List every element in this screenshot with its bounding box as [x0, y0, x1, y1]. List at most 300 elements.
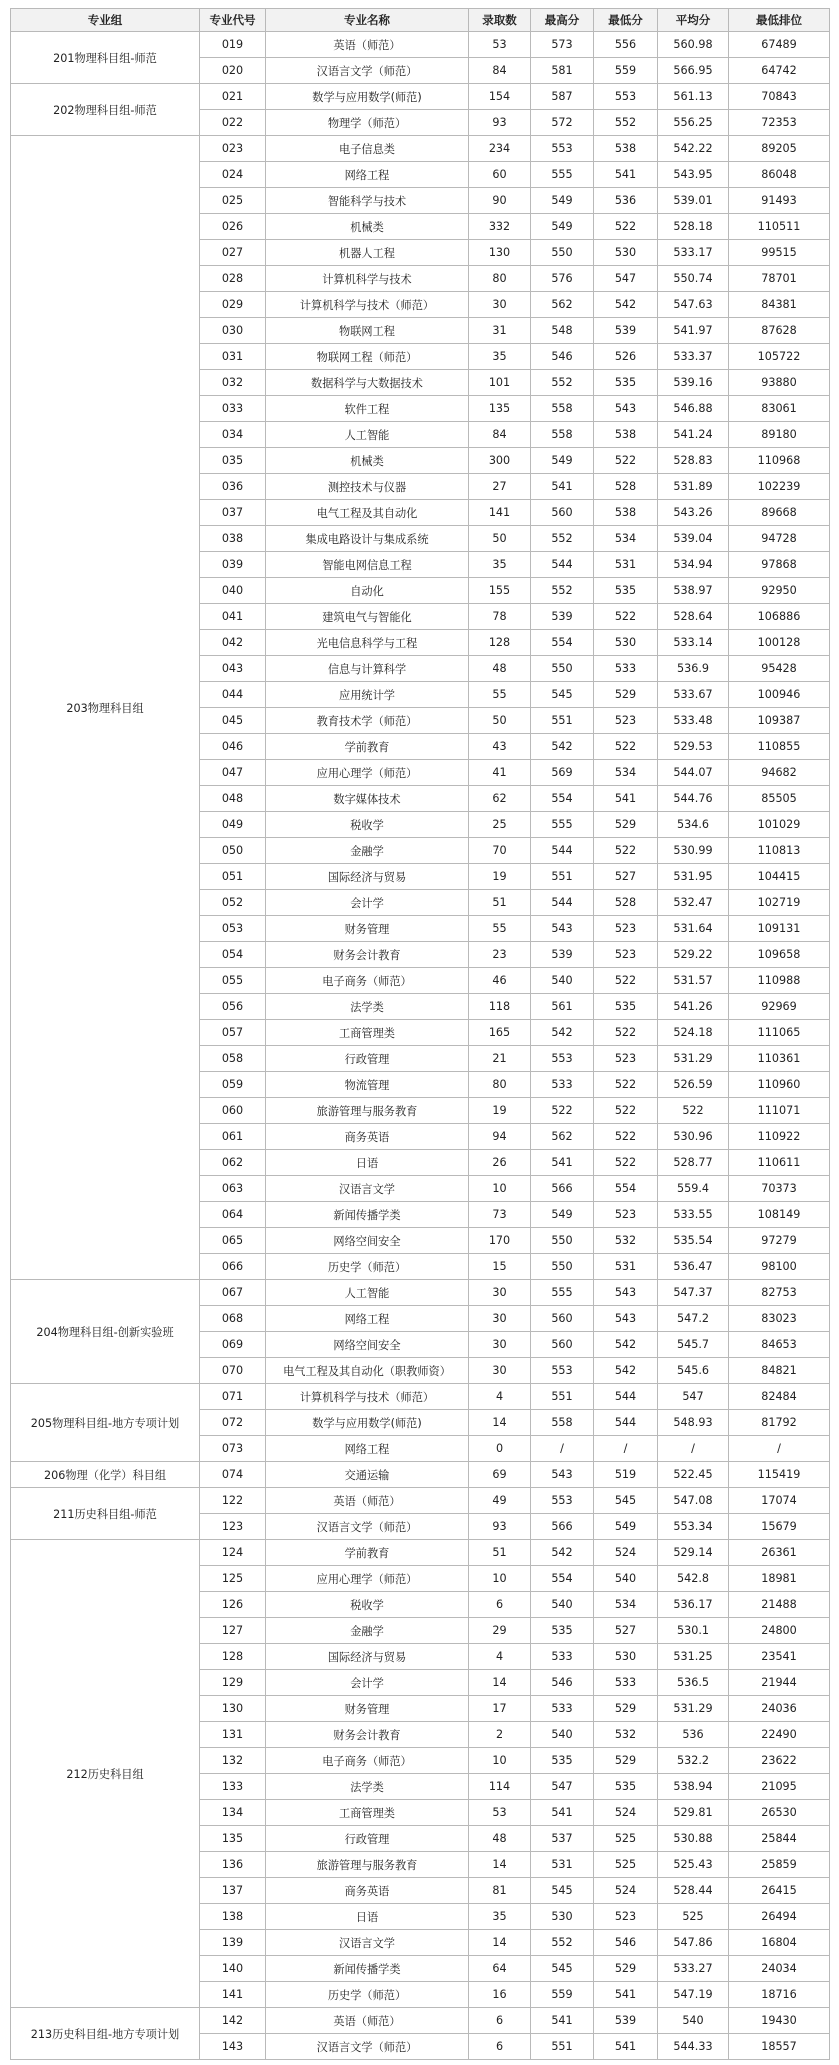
avg-score-cell: 530.99 [658, 838, 729, 864]
major-code-cell: 056 [200, 994, 266, 1020]
avg-score-cell: 531.89 [658, 474, 729, 500]
min-score-cell: 533 [594, 1670, 658, 1696]
min-rank-cell: 89180 [729, 422, 830, 448]
admitted-count-cell: 51 [469, 1540, 531, 1566]
admitted-count-cell: 165 [469, 1020, 531, 1046]
avg-score-cell: 543.26 [658, 500, 729, 526]
avg-score-cell: 559.4 [658, 1176, 729, 1202]
major-code-cell: 127 [200, 1618, 266, 1644]
group-name-cell: 206物理（化学）科目组 [11, 1462, 200, 1488]
major-name-cell: 光电信息科学与工程 [266, 630, 469, 656]
major-code-cell: 029 [200, 292, 266, 318]
admitted-count-cell: 4 [469, 1644, 531, 1670]
major-name-cell: 应用统计学 [266, 682, 469, 708]
min-rank-cell: 26494 [729, 1904, 830, 1930]
max-score-cell: 533 [531, 1696, 594, 1722]
max-score-cell: 550 [531, 656, 594, 682]
avg-score-cell: 547.08 [658, 1488, 729, 1514]
avg-score-cell: 531.64 [658, 916, 729, 942]
min-score-cell: 529 [594, 1956, 658, 1982]
max-score-cell: 559 [531, 1982, 594, 2008]
avg-score-cell: 531.57 [658, 968, 729, 994]
table-body [11, 32, 830, 2060]
major-code-cell: 027 [200, 240, 266, 266]
major-name-cell: 物联网工程（师范） [266, 344, 469, 370]
avg-score-cell: 553.34 [658, 1514, 729, 1540]
min-score-cell: 523 [594, 916, 658, 942]
avg-score-cell: 550.74 [658, 266, 729, 292]
table-row [11, 1540, 830, 1566]
min-score-cell: 522 [594, 1150, 658, 1176]
max-score-cell: 545 [531, 1878, 594, 1904]
major-code-cell: 058 [200, 1046, 266, 1072]
max-score-cell: 540 [531, 968, 594, 994]
admitted-count-cell: 14 [469, 1670, 531, 1696]
avg-score-cell: 542.8 [658, 1566, 729, 1592]
major-code-cell: 043 [200, 656, 266, 682]
min-rank-cell: 94682 [729, 760, 830, 786]
max-score-cell: 553 [531, 136, 594, 162]
min-score-cell: 527 [594, 864, 658, 890]
max-score-cell: 549 [531, 214, 594, 240]
max-score-cell: 545 [531, 682, 594, 708]
admitted-count-cell: 118 [469, 994, 531, 1020]
major-name-cell: 网络空间安全 [266, 1332, 469, 1358]
header-avg-score: 平均分 [658, 9, 729, 32]
major-code-cell: 031 [200, 344, 266, 370]
min-rank-cell: 87628 [729, 318, 830, 344]
major-name-cell: 会计学 [266, 1670, 469, 1696]
avg-score-cell: 544.33 [658, 2034, 729, 2060]
major-code-cell: 129 [200, 1670, 266, 1696]
admitted-count-cell: 6 [469, 2008, 531, 2034]
major-code-cell: 054 [200, 942, 266, 968]
min-score-cell: 531 [594, 1254, 658, 1280]
avg-score-cell: 547.2 [658, 1306, 729, 1332]
min-rank-cell: 70843 [729, 84, 830, 110]
avg-score-cell: 545.6 [658, 1358, 729, 1384]
min-score-cell: 523 [594, 1046, 658, 1072]
group-name-cell: 203物理科目组 [11, 136, 200, 1280]
max-score-cell: 535 [531, 1748, 594, 1774]
min-score-cell: 534 [594, 1592, 658, 1618]
major-code-cell: 123 [200, 1514, 266, 1540]
major-code-cell: 074 [200, 1462, 266, 1488]
min-score-cell: 519 [594, 1462, 658, 1488]
min-rank-cell: 25844 [729, 1826, 830, 1852]
avg-score-cell: 533.17 [658, 240, 729, 266]
admitted-count-cell: 14 [469, 1930, 531, 1956]
admitted-count-cell: 4 [469, 1384, 531, 1410]
max-score-cell: 551 [531, 864, 594, 890]
avg-score-cell: 529.81 [658, 1800, 729, 1826]
admitted-count-cell: 55 [469, 682, 531, 708]
min-score-cell: 535 [594, 578, 658, 604]
major-code-cell: 047 [200, 760, 266, 786]
admitted-count-cell: 10 [469, 1748, 531, 1774]
major-name-cell: 新闻传播学类 [266, 1202, 469, 1228]
min-score-cell: 529 [594, 1696, 658, 1722]
major-name-cell: 电气工程及其自动化（职教师资） [266, 1358, 469, 1384]
min-rank-cell: 72353 [729, 110, 830, 136]
major-code-cell: 021 [200, 84, 266, 110]
min-rank-cell: 83061 [729, 396, 830, 422]
min-rank-cell: 18557 [729, 2034, 830, 2060]
major-name-cell: 学前教育 [266, 1540, 469, 1566]
min-score-cell: 541 [594, 162, 658, 188]
min-score-cell: 535 [594, 994, 658, 1020]
table-row [11, 1488, 830, 1514]
min-rank-cell: 19430 [729, 2008, 830, 2034]
avg-score-cell: 556.25 [658, 110, 729, 136]
major-code-cell: 049 [200, 812, 266, 838]
min-score-cell: 542 [594, 292, 658, 318]
major-name-cell: 财务管理 [266, 1696, 469, 1722]
major-name-cell: 数学与应用数学(师范) [266, 1410, 469, 1436]
min-score-cell: 522 [594, 734, 658, 760]
avg-score-cell: 533.14 [658, 630, 729, 656]
admitted-count-cell: 21 [469, 1046, 531, 1072]
max-score-cell: 550 [531, 1228, 594, 1254]
avg-score-cell: 541.97 [658, 318, 729, 344]
min-score-cell: 538 [594, 500, 658, 526]
major-name-cell: 数字媒体技术 [266, 786, 469, 812]
min-rank-cell: 16804 [729, 1930, 830, 1956]
min-rank-cell: 110511 [729, 214, 830, 240]
avg-score-cell: 532.2 [658, 1748, 729, 1774]
major-name-cell: 金融学 [266, 838, 469, 864]
max-score-cell: 547 [531, 1774, 594, 1800]
min-rank-cell: 110960 [729, 1072, 830, 1098]
min-score-cell: 547 [594, 266, 658, 292]
min-score-cell: 524 [594, 1800, 658, 1826]
major-code-cell: 131 [200, 1722, 266, 1748]
group-name-cell: 211历史科目组-师范 [11, 1488, 200, 1540]
min-rank-cell: 78701 [729, 266, 830, 292]
header-code: 专业代号 [200, 9, 266, 32]
admitted-count-cell: 0 [469, 1436, 531, 1462]
major-code-cell: 037 [200, 500, 266, 526]
min-score-cell: 538 [594, 136, 658, 162]
min-rank-cell: 94728 [729, 526, 830, 552]
avg-score-cell: 543.95 [658, 162, 729, 188]
major-name-cell: 计算机科学与技术（师范） [266, 292, 469, 318]
admitted-count-cell: 14 [469, 1852, 531, 1878]
major-code-cell: 061 [200, 1124, 266, 1150]
major-name-cell: 网络工程 [266, 1436, 469, 1462]
major-name-cell: 数学与应用数学(师范) [266, 84, 469, 110]
min-score-cell: 522 [594, 214, 658, 240]
min-rank-cell: 98100 [729, 1254, 830, 1280]
max-score-cell: 540 [531, 1722, 594, 1748]
major-code-cell: 135 [200, 1826, 266, 1852]
avg-score-cell: 544.07 [658, 760, 729, 786]
avg-score-cell: 547.86 [658, 1930, 729, 1956]
min-rank-cell: 108149 [729, 1202, 830, 1228]
max-score-cell: 558 [531, 396, 594, 422]
min-rank-cell: 109658 [729, 942, 830, 968]
max-score-cell: 531 [531, 1852, 594, 1878]
admitted-count-cell: 6 [469, 1592, 531, 1618]
table-row [11, 84, 830, 110]
table-row [11, 1384, 830, 1410]
max-score-cell: 569 [531, 760, 594, 786]
max-score-cell: 549 [531, 1202, 594, 1228]
group-name-cell: 212历史科目组 [11, 1540, 200, 2008]
major-name-cell: 应用心理学（师范） [266, 760, 469, 786]
min-score-cell: 522 [594, 448, 658, 474]
avg-score-cell: 530.1 [658, 1618, 729, 1644]
table-row [11, 136, 830, 162]
avg-score-cell: 533.27 [658, 1956, 729, 1982]
admitted-count-cell: 43 [469, 734, 531, 760]
min-score-cell: / [594, 1436, 658, 1462]
min-rank-cell: 110813 [729, 838, 830, 864]
major-name-cell: 软件工程 [266, 396, 469, 422]
major-code-cell: 065 [200, 1228, 266, 1254]
min-score-cell: 530 [594, 240, 658, 266]
min-rank-cell: 109387 [729, 708, 830, 734]
avg-score-cell: 547.19 [658, 1982, 729, 2008]
table-row [11, 2008, 830, 2034]
major-code-cell: 035 [200, 448, 266, 474]
major-code-cell: 046 [200, 734, 266, 760]
min-rank-cell: 111065 [729, 1020, 830, 1046]
major-name-cell: 汉语言文学（师范） [266, 1514, 469, 1540]
avg-score-cell: 535.54 [658, 1228, 729, 1254]
major-code-cell: 137 [200, 1878, 266, 1904]
admitted-count-cell: 50 [469, 526, 531, 552]
min-score-cell: 543 [594, 396, 658, 422]
avg-score-cell: 528.83 [658, 448, 729, 474]
min-rank-cell: 82753 [729, 1280, 830, 1306]
admitted-count-cell: 53 [469, 32, 531, 58]
major-code-cell: 030 [200, 318, 266, 344]
max-score-cell: 566 [531, 1514, 594, 1540]
admitted-count-cell: 16 [469, 1982, 531, 2008]
min-score-cell: 539 [594, 318, 658, 344]
avg-score-cell: 522 [658, 1098, 729, 1124]
table-row [11, 32, 830, 58]
major-name-cell: 法学类 [266, 1774, 469, 1800]
min-score-cell: 545 [594, 1488, 658, 1514]
major-name-cell: 财务会计教育 [266, 942, 469, 968]
table-row [11, 1280, 830, 1306]
max-score-cell: 546 [531, 1670, 594, 1696]
major-code-cell: 023 [200, 136, 266, 162]
major-name-cell: 汉语言文学 [266, 1930, 469, 1956]
admitted-count-cell: 35 [469, 344, 531, 370]
avg-score-cell: 542.22 [658, 136, 729, 162]
major-code-cell: 044 [200, 682, 266, 708]
min-score-cell: 544 [594, 1384, 658, 1410]
min-score-cell: 546 [594, 1930, 658, 1956]
max-score-cell: 558 [531, 1410, 594, 1436]
group-name-cell: 205物理科目组-地方专项计划 [11, 1384, 200, 1462]
admitted-count-cell: 101 [469, 370, 531, 396]
max-score-cell: 543 [531, 916, 594, 942]
major-code-cell: 040 [200, 578, 266, 604]
avg-score-cell: 540 [658, 2008, 729, 2034]
min-score-cell: 529 [594, 682, 658, 708]
admitted-count-cell: 234 [469, 136, 531, 162]
major-code-cell: 032 [200, 370, 266, 396]
major-code-cell: 033 [200, 396, 266, 422]
major-code-cell: 020 [200, 58, 266, 84]
avg-score-cell: 533.55 [658, 1202, 729, 1228]
avg-score-cell: 545.7 [658, 1332, 729, 1358]
admitted-count-cell: 135 [469, 396, 531, 422]
avg-score-cell: 538.94 [658, 1774, 729, 1800]
major-name-cell: 学前教育 [266, 734, 469, 760]
min-rank-cell: 102719 [729, 890, 830, 916]
max-score-cell: 544 [531, 838, 594, 864]
avg-score-cell: 536 [658, 1722, 729, 1748]
max-score-cell: 560 [531, 500, 594, 526]
admitted-count-cell: 30 [469, 1358, 531, 1384]
max-score-cell: 551 [531, 2034, 594, 2060]
max-score-cell: 555 [531, 812, 594, 838]
major-code-cell: 024 [200, 162, 266, 188]
major-code-cell: 034 [200, 422, 266, 448]
min-score-cell: 531 [594, 552, 658, 578]
min-score-cell: 535 [594, 370, 658, 396]
major-name-cell: 机器人工程 [266, 240, 469, 266]
avg-score-cell: 528.18 [658, 214, 729, 240]
max-score-cell: 560 [531, 1332, 594, 1358]
max-score-cell: 558 [531, 422, 594, 448]
admitted-count-cell: 94 [469, 1124, 531, 1150]
admitted-count-cell: 84 [469, 422, 531, 448]
major-name-cell: 计算机科学与技术 [266, 266, 469, 292]
major-name-cell: 财务管理 [266, 916, 469, 942]
avg-score-cell: 529.53 [658, 734, 729, 760]
avg-score-cell: 525 [658, 1904, 729, 1930]
admitted-count-cell: 26 [469, 1150, 531, 1176]
avg-score-cell: 536.17 [658, 1592, 729, 1618]
major-code-cell: 062 [200, 1150, 266, 1176]
major-name-cell: 英语（师范） [266, 1488, 469, 1514]
max-score-cell: 554 [531, 630, 594, 656]
major-code-cell: 036 [200, 474, 266, 500]
major-code-cell: 025 [200, 188, 266, 214]
avg-score-cell: 528.44 [658, 1878, 729, 1904]
max-score-cell: 562 [531, 292, 594, 318]
major-name-cell: 法学类 [266, 994, 469, 1020]
avg-score-cell: 539.04 [658, 526, 729, 552]
major-code-cell: 039 [200, 552, 266, 578]
major-name-cell: 工商管理类 [266, 1800, 469, 1826]
group-name-cell: 213历史科目组-地方专项计划 [11, 2008, 200, 2060]
min-score-cell: 554 [594, 1176, 658, 1202]
avg-score-cell: 547 [658, 1384, 729, 1410]
min-rank-cell: 17074 [729, 1488, 830, 1514]
min-score-cell: 522 [594, 838, 658, 864]
min-score-cell: 542 [594, 1332, 658, 1358]
max-score-cell: 549 [531, 448, 594, 474]
header-major: 专业名称 [266, 9, 469, 32]
min-score-cell: 549 [594, 1514, 658, 1540]
avg-score-cell: 566.95 [658, 58, 729, 84]
major-name-cell: 信息与计算科学 [266, 656, 469, 682]
header-admitted: 录取数 [469, 9, 531, 32]
major-name-cell: 旅游管理与服务教育 [266, 1852, 469, 1878]
major-name-cell: 行政管理 [266, 1046, 469, 1072]
avg-score-cell: 547.37 [658, 1280, 729, 1306]
major-name-cell: 国际经济与贸易 [266, 864, 469, 890]
avg-score-cell: 530.96 [658, 1124, 729, 1150]
max-score-cell: 553 [531, 1488, 594, 1514]
admitted-count-cell: 78 [469, 604, 531, 630]
header-max-score: 最高分 [531, 9, 594, 32]
min-rank-cell: 84381 [729, 292, 830, 318]
major-name-cell: 智能电网信息工程 [266, 552, 469, 578]
max-score-cell: 544 [531, 890, 594, 916]
min-score-cell: 559 [594, 58, 658, 84]
major-code-cell: 071 [200, 1384, 266, 1410]
min-rank-cell: 111071 [729, 1098, 830, 1124]
max-score-cell: 535 [531, 1618, 594, 1644]
max-score-cell: 562 [531, 1124, 594, 1150]
min-rank-cell: 110988 [729, 968, 830, 994]
max-score-cell: 546 [531, 344, 594, 370]
max-score-cell: 548 [531, 318, 594, 344]
admitted-count-cell: 19 [469, 1098, 531, 1124]
admitted-count-cell: 128 [469, 630, 531, 656]
major-name-cell: 税收学 [266, 1592, 469, 1618]
min-rank-cell: 102239 [729, 474, 830, 500]
major-code-cell: 141 [200, 1982, 266, 2008]
major-name-cell: 网络工程 [266, 1306, 469, 1332]
avg-score-cell: 529.14 [658, 1540, 729, 1566]
max-score-cell: 542 [531, 1540, 594, 1566]
avg-score-cell: / [658, 1436, 729, 1462]
min-score-cell: 523 [594, 1904, 658, 1930]
min-rank-cell: 110922 [729, 1124, 830, 1150]
group-name-cell: 202物理科目组-师范 [11, 84, 200, 136]
avg-score-cell: 529.22 [658, 942, 729, 968]
major-name-cell: 旅游管理与服务教育 [266, 1098, 469, 1124]
major-name-cell: 电子商务（师范） [266, 968, 469, 994]
admitted-count-cell: 50 [469, 708, 531, 734]
min-rank-cell: 104415 [729, 864, 830, 890]
major-code-cell: 126 [200, 1592, 266, 1618]
admitted-count-cell: 53 [469, 1800, 531, 1826]
max-score-cell: 522 [531, 1098, 594, 1124]
header-min-rank: 最低排位 [729, 9, 830, 32]
avg-score-cell: 536.9 [658, 656, 729, 682]
avg-score-cell: 548.93 [658, 1410, 729, 1436]
admitted-count-cell: 155 [469, 578, 531, 604]
major-name-cell: 新闻传播学类 [266, 1956, 469, 1982]
max-score-cell: 554 [531, 786, 594, 812]
max-score-cell: 543 [531, 1462, 594, 1488]
admitted-count-cell: 73 [469, 1202, 531, 1228]
major-code-cell: 067 [200, 1280, 266, 1306]
avg-score-cell: 546.88 [658, 396, 729, 422]
major-code-cell: 136 [200, 1852, 266, 1878]
major-name-cell: 日语 [266, 1150, 469, 1176]
admission-table-container [10, 8, 829, 2060]
max-score-cell: 572 [531, 110, 594, 136]
major-code-cell: 066 [200, 1254, 266, 1280]
max-score-cell: 581 [531, 58, 594, 84]
max-score-cell: 544 [531, 552, 594, 578]
major-code-cell: 124 [200, 1540, 266, 1566]
min-score-cell: 524 [594, 1878, 658, 1904]
min-score-cell: 530 [594, 630, 658, 656]
min-rank-cell: 15679 [729, 1514, 830, 1540]
